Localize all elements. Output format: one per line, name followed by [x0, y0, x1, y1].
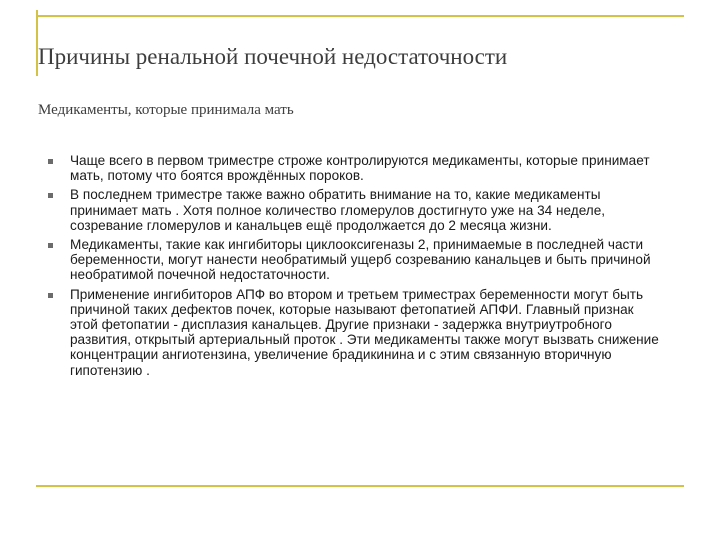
bullet-text: Чаще всего в первом триместре строже контролируются медикаменты, которые принимает мать, потому что боятся врождённых пороков. [70, 153, 650, 184]
square-bullet-icon [48, 193, 53, 198]
bullet-item [48, 187, 660, 233]
bullet-text: В последнем триместре также важно обратить внимание на то, какие медикаменты принимает мать . Хотя полное количество гломерулов достигнуто уже на 34 неделе, созревание гломерулов и канальцев ещё продолжается до 2 месяца жизни. [70, 187, 606, 233]
square-bullet-icon [48, 243, 53, 248]
accent-bottom-rule [36, 485, 684, 487]
square-bullet-icon [48, 293, 53, 298]
bullet-text: Применение ингибиторов АПФ во втором и третьем триместрах беременности могут быть причиной таких дефектов почек, которые называют фетопатией АПФИ. Главный признак этой фетопатии - дисплазия канальцев. Другие признаки - задержка внутриутробного развития, открытый артериальный проток . Эти медикаменты также могут вызвать снижение концентрации ангиотензина, увеличение брадикинина и с этим связанную вторичную гипотензию . [70, 286, 659, 378]
bullet-item [48, 287, 660, 378]
bullet-item [48, 153, 660, 183]
bullet-list [48, 153, 660, 378]
slide-subtitle: Медикаменты, которые принимала мать [38, 102, 294, 118]
slide-title: Причины ренальной почечной недостаточности [38, 44, 508, 69]
bullet-item [48, 237, 660, 283]
bullet-text: Медикаменты, такие как ингибиторы циклооксигеназы 2, принимаемые в последней части беременности, могут нанести необратимый ущерб созреванию канальцев и быть причиной необратимой почечной недостаточности. [70, 237, 651, 283]
accent-top-rule [36, 15, 684, 17]
square-bullet-icon [48, 159, 53, 164]
